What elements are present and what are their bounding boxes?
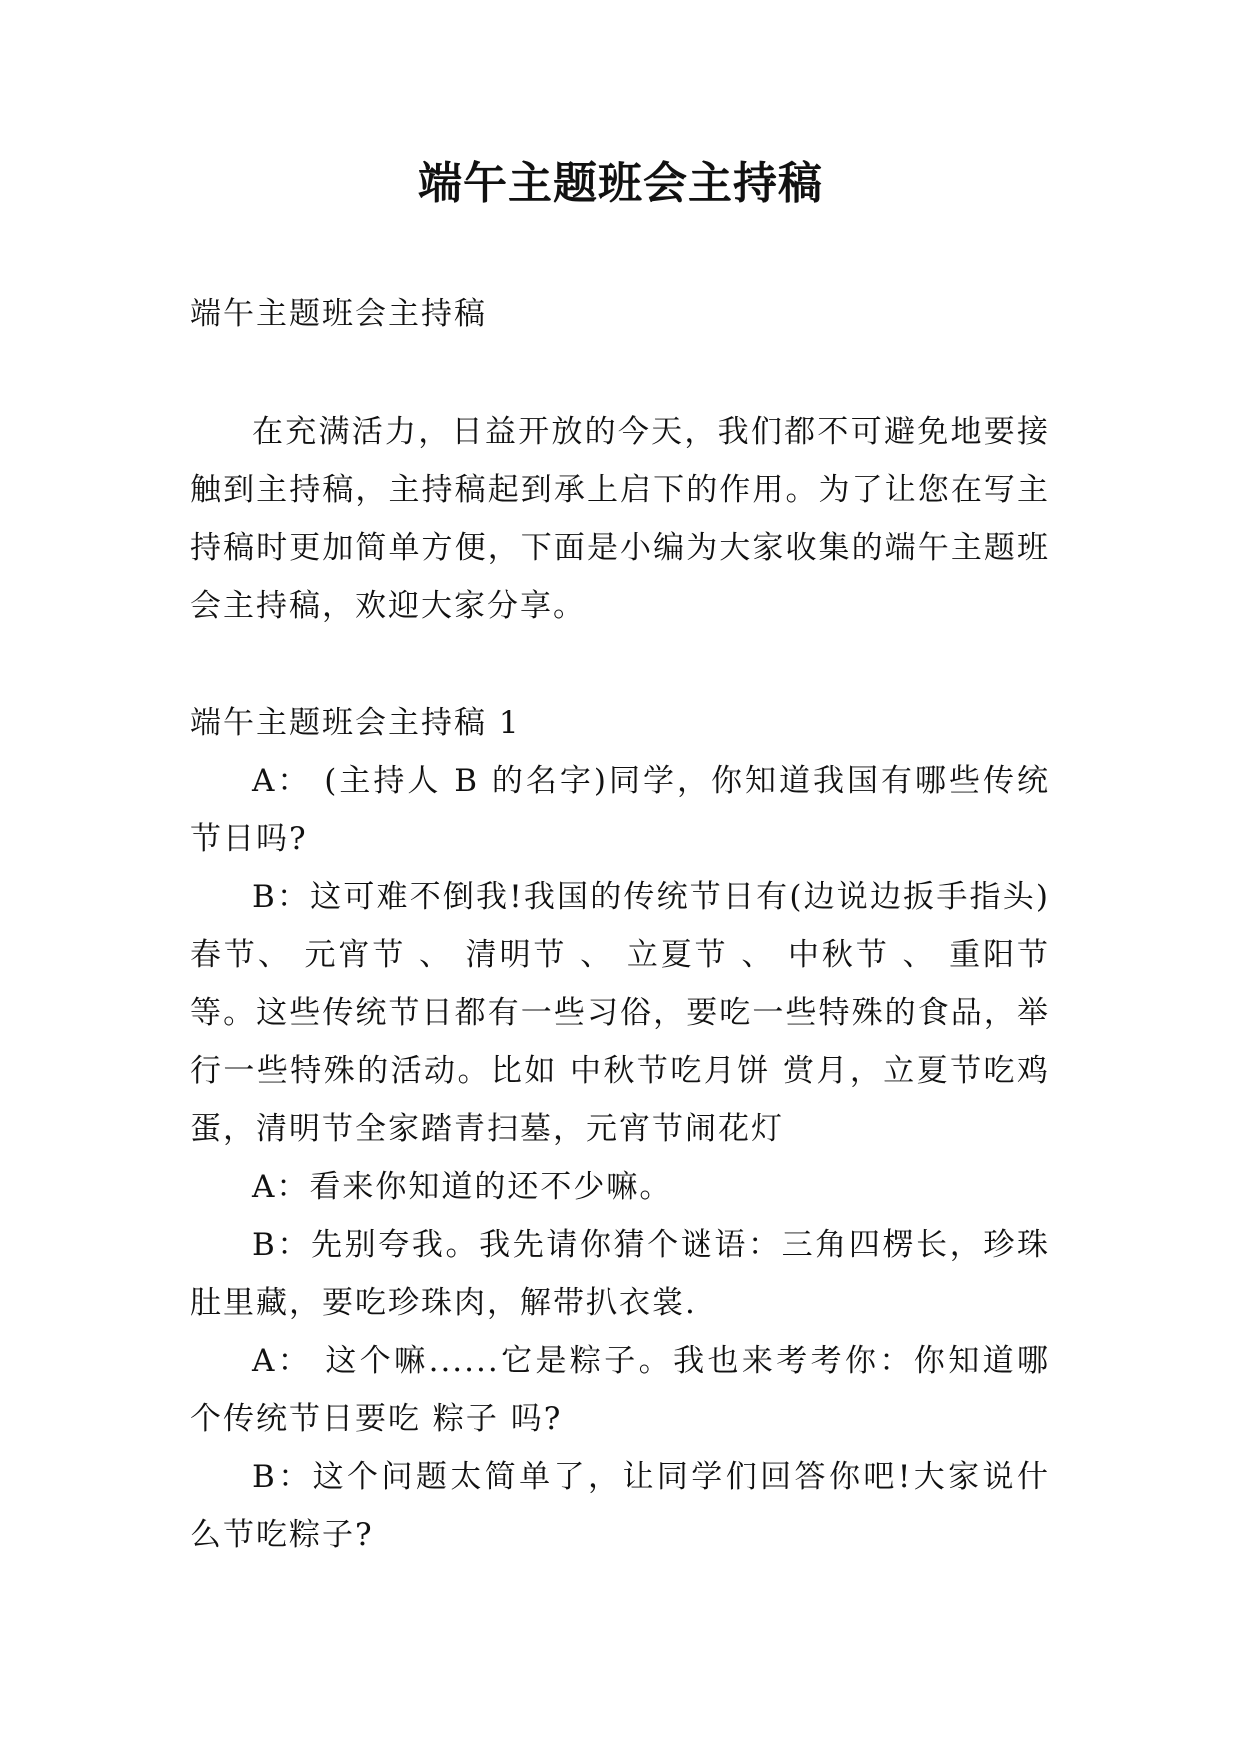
intro-paragraph <box>190 403 1050 635</box>
dialogue-paragraph: B：先别夸我。我先请你猜个谜语：三角四楞长，珍珠肚里藏，要吃珍珠肉，解带扒衣裳. <box>190 1227 1050 1321</box>
section-1 <box>190 694 1050 1564</box>
subtitle-text: 端午主题班会主持稿 <box>190 296 487 332</box>
dialogue-paragraph: B：这个问题太简单了，让同学们回答你吧!大家说什么节吃粽子? <box>190 1459 1050 1553</box>
section-heading: 端午主题班会主持稿 1 <box>190 705 521 741</box>
dialogue-paragraph: A： 这个嘛......它是粽子。我也来考考你：你知道哪个传统节日要吃 粽子 吗? <box>190 1343 1050 1437</box>
document-title: 端午主题班会主持稿 <box>418 158 823 209</box>
document-subtitle <box>190 285 1050 343</box>
dialogue-paragraph: B：这可难不倒我!我国的传统节日有(边说边扳手指头) 春节、 元宵节 、 清明节 、 立夏节 、 中秋节 、 重阳节 等。这些传统节日都有一些习俗，要吃一些特殊的食品，举行一些特殊的活动。比如 中秋节吃月饼 赏月，立夏节吃鸡蛋，清明节全家踏青扫墓，元宵节闹花灯 <box>190 879 1050 1147</box>
dialogue-paragraph: A： (主持人 B 的名字)同学，你知道我国有哪些传统节日吗? <box>190 763 1050 857</box>
dialogue-paragraph: A：看来你知道的还不少嘛。 <box>252 1169 673 1205</box>
intro-text: 在充满活力，日益开放的今天，我们都不可避免地要接触到主持稿，主持稿起到承上启下的作用。为了让您在写主持稿时更加简单方便，下面是小编为大家收集的端午主题班会主持稿，欢迎大家分享。 <box>190 414 1050 624</box>
